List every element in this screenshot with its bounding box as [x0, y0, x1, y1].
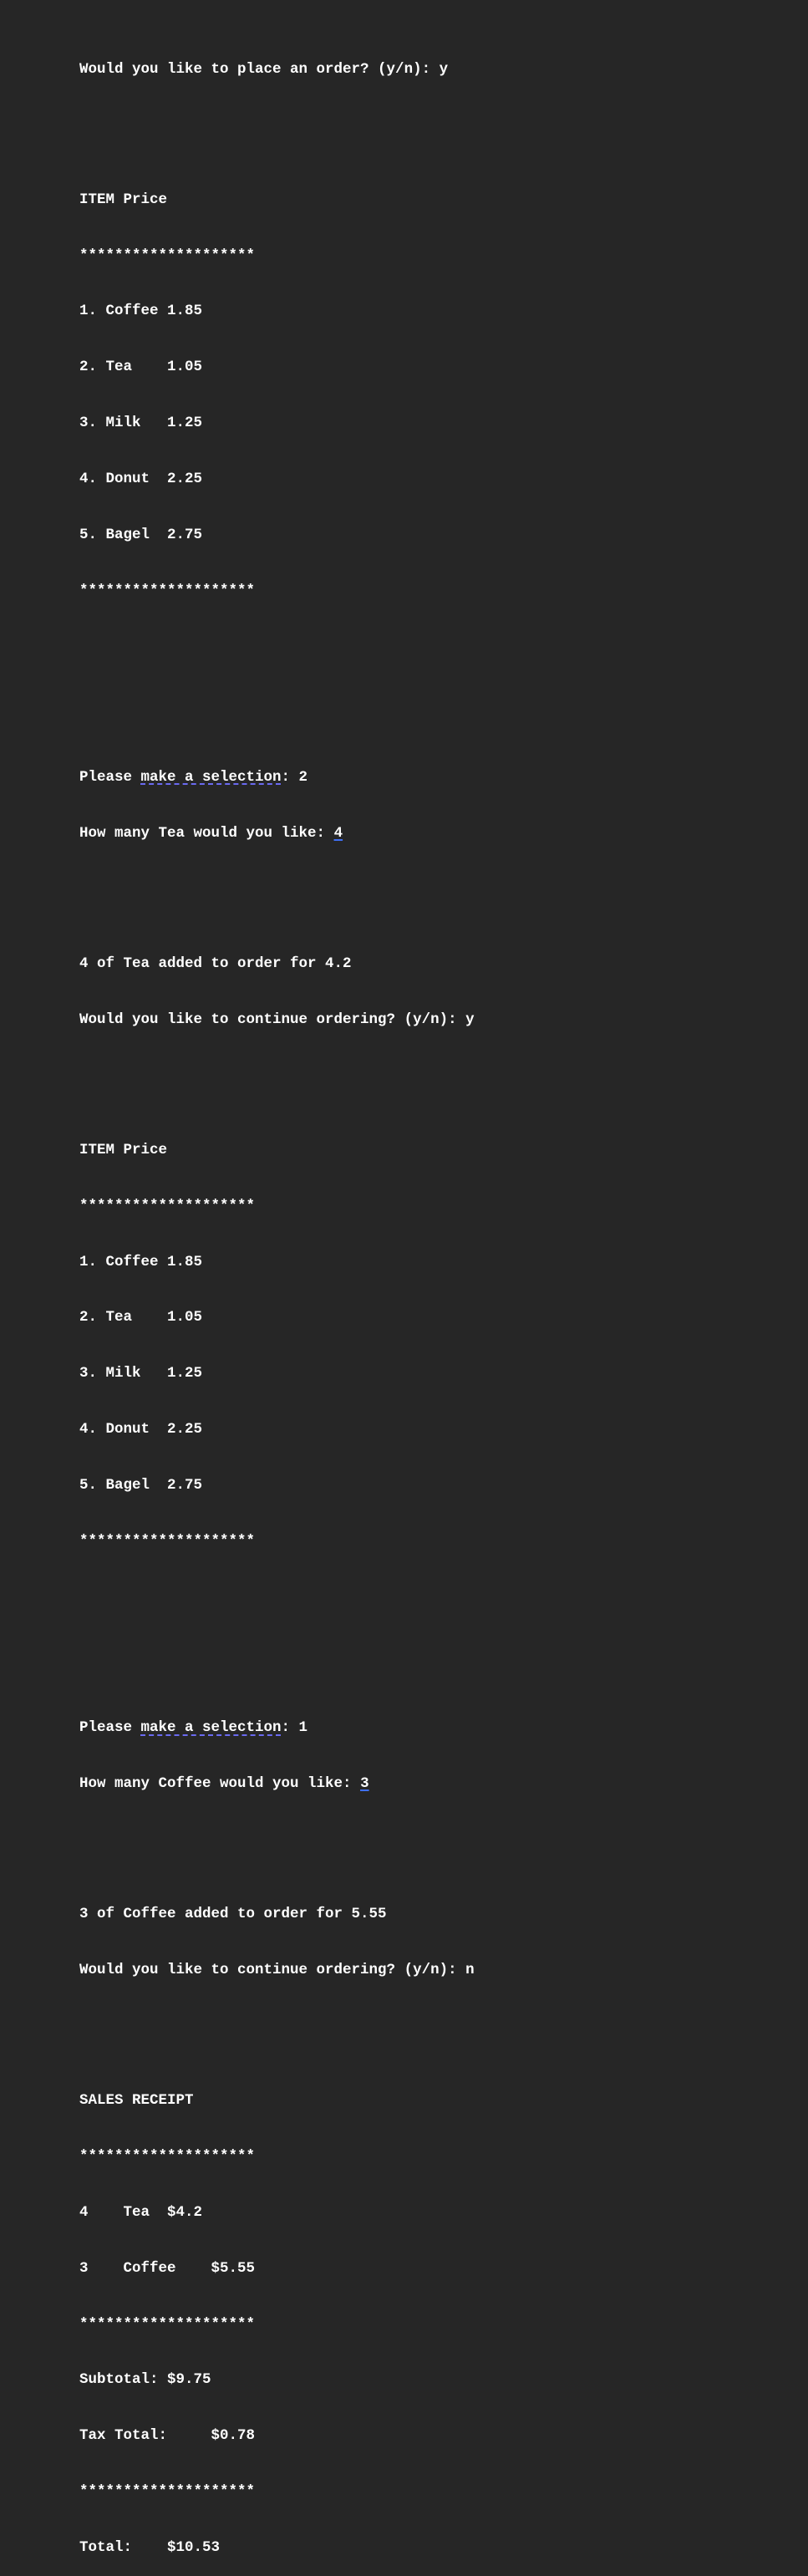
selection-prompt-line — [79, 768, 475, 787]
selection-prompt-line — [79, 1718, 475, 1737]
blank-line — [79, 1067, 475, 1085]
menu-item-bagel: 5. Bagel 2.75 — [79, 1477, 203, 1494]
receipt-title: SALES RECEIPT — [79, 2091, 194, 2109]
menu-separator: ******************** — [79, 582, 256, 599]
menu-separator: ******************** — [79, 1197, 256, 1214]
receipt-subtotal: Subtotal: $9.75 — [79, 2371, 211, 2389]
quantity-prompt-line — [79, 824, 475, 843]
blank-line — [79, 2017, 475, 2035]
terminal-output — [79, 23, 475, 2576]
added-to-order-line: 4 of Tea added to order for 4.2 — [79, 955, 352, 972]
menu-header: ITEM Price — [79, 1141, 168, 1158]
menu-separator: ******************** — [79, 1533, 256, 1550]
continue-prompt-line: Would you like to continue ordering? (y/n): n — [79, 1961, 475, 1978]
receipt-tax-total: Tax Total: $0.78 — [79, 2427, 256, 2445]
menu-item-tea: 2. Tea 1.05 — [79, 359, 203, 376]
menu-item-milk: 3. Milk 1.25 — [79, 1365, 203, 1382]
menu-item-milk: 3. Milk 1.25 — [79, 415, 203, 432]
receipt-line-tea: 4 Tea $4.2 — [79, 2203, 203, 2221]
continue-prompt-line: Would you like to continue ordering? (y/n): y — [79, 1011, 475, 1028]
quantity-prompt: How many Tea would you like: — [79, 824, 334, 842]
receipt-separator: ******************** — [79, 2483, 256, 2501]
added-to-order-line: 3 of Coffee added to order for 5.55 — [79, 1905, 387, 1922]
blank-line — [79, 1588, 475, 1606]
receipt-total: Total: $10.53 — [79, 2539, 221, 2557]
receipt-line-coffee: 3 Coffee $5.55 — [79, 2259, 256, 2277]
receipt-separator: ******************** — [79, 2147, 256, 2165]
quantity-input-value: 3 — [360, 1774, 369, 1792]
blank-line — [79, 1644, 475, 1662]
blank-line — [79, 694, 475, 712]
menu-item-bagel: 5. Bagel 2.75 — [79, 527, 203, 544]
menu-header: ITEM Price — [79, 191, 168, 208]
quantity-prompt-line — [79, 1774, 475, 1793]
receipt-separator: ******************** — [79, 2315, 256, 2333]
selection-prompt-please: Please — [79, 1719, 141, 1737]
blank-line — [79, 1830, 475, 1849]
menu-item-coffee: 1. Coffee 1.85 — [79, 303, 203, 320]
menu-item-donut: 4. Donut 2.25 — [79, 1421, 203, 1438]
menu-item-donut: 4. Donut 2.25 — [79, 471, 203, 488]
selection-value: : 1 — [281, 1719, 308, 1737]
order-prompt-line: Would you like to place an order? (y/n): y — [79, 60, 449, 78]
quantity-input-value: 4 — [333, 824, 343, 842]
selection-prompt-please: Please — [79, 768, 141, 786]
menu-item-tea: 2. Tea 1.05 — [79, 1309, 203, 1326]
quantity-prompt: How many Coffee would you like: — [79, 1774, 361, 1792]
selection-prompt-spellcheck: make a selection — [140, 1719, 282, 1737]
blank-line — [79, 638, 475, 656]
selection-prompt-spellcheck: make a selection — [140, 768, 282, 786]
menu-separator: ******************** — [79, 247, 256, 264]
menu-item-coffee: 1. Coffee 1.85 — [79, 1253, 203, 1270]
blank-line — [79, 115, 475, 134]
blank-line — [79, 880, 475, 899]
selection-value: : 2 — [281, 768, 308, 786]
